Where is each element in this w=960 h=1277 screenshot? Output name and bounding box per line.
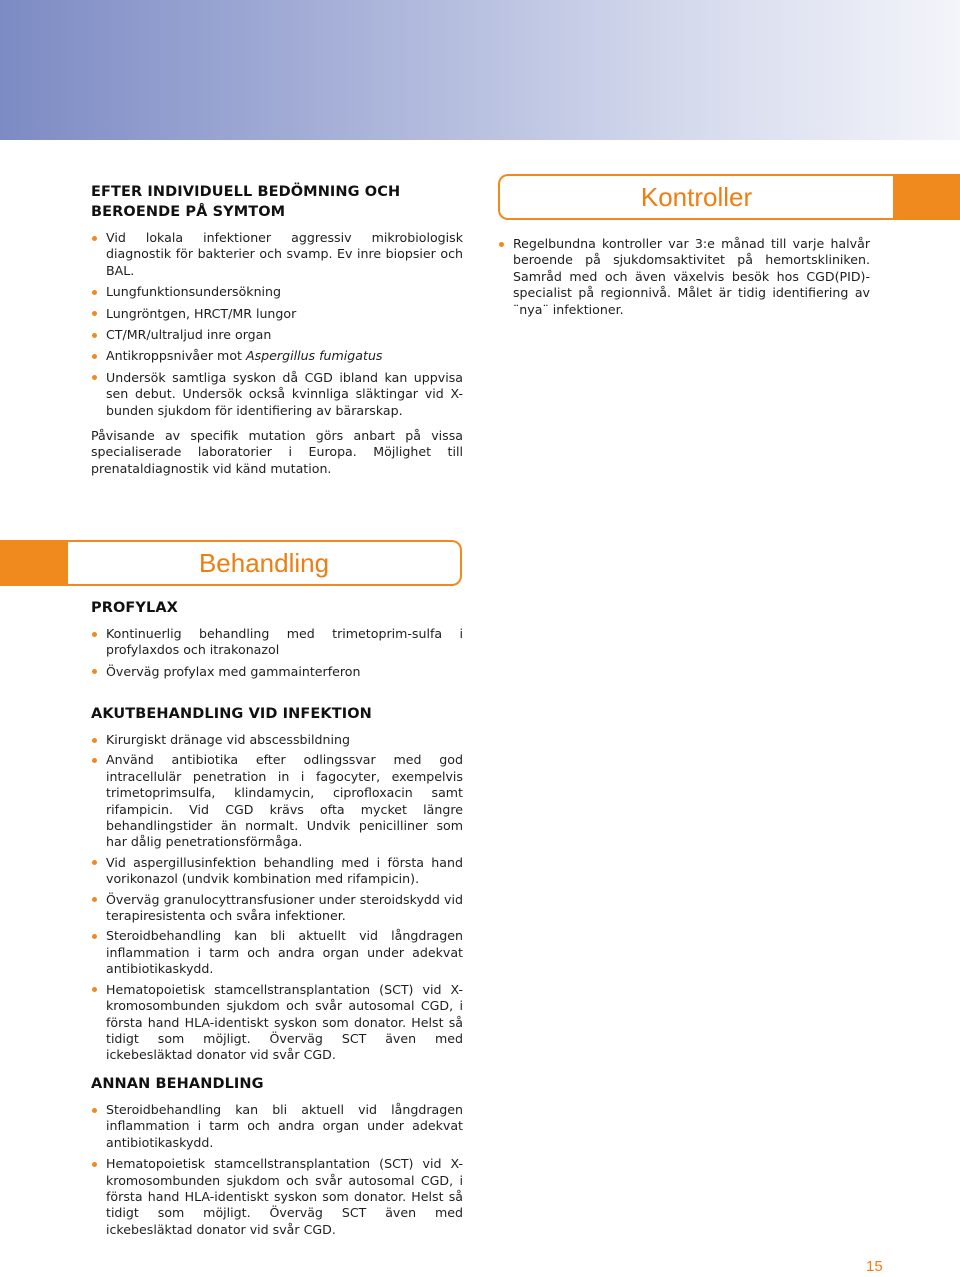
- kontroller-list: [498, 236, 870, 318]
- list-item: Steroidbehandling kan bli aktuellt vid långdragen inflammation i tarm och andra organ under adekvat antibiotikaskydd.: [91, 928, 463, 977]
- section-heading: PROFYLAX: [91, 600, 178, 616]
- header-banner: [0, 0, 960, 140]
- behandling-title: Behandling: [198, 548, 330, 578]
- list-item: Kontinuerlig behandling med trimetoprim-sulfa i profylaxdos och itrakonazol: [91, 626, 463, 659]
- accent-block: [0, 540, 68, 586]
- behandling-header: [68, 540, 462, 586]
- kontroller-header: [498, 174, 893, 220]
- list-item: Steroidbehandling kan bli aktuell vid långdragen inflammation i tarm och andra organ under adekvat antibiotikaskydd.: [91, 1102, 463, 1151]
- section-profylax: [91, 598, 463, 680]
- heading-line: EFTER INDIVIDUELL BEDÖMNING OCH: [91, 184, 401, 200]
- list-item: Överväg profylax med gammainterferon: [91, 664, 463, 680]
- heading-line: BEROENDE PÅ SYMTOM: [91, 204, 286, 220]
- list-item: Lungfunktionsundersökning: [91, 284, 463, 300]
- list-item: Regelbundna kontroller var 3:e månad till varje halvår beroende på sjukdomsaktivitet på hemortskliniken. Samråd med och även växelvis besök hos CGD(PID)-specialist på regionnivå. Målet är tidig identifiering av ¨nya¨ infektioner.: [498, 236, 870, 318]
- list-item: CT/MR/ultraljud inre organ: [91, 327, 463, 343]
- list-item: Överväg granulocyttransfusioner under steroidskydd vid terapiresistenta och svåra infektioner.: [91, 892, 463, 925]
- mutation-paragraph: Påvisande av specifik mutation görs anbart på vissa specialiserade laboratorier i Europa. Möjlighet till prenataldiagnostik vid känd mutation.: [91, 428, 463, 476]
- annan-list: [91, 1102, 463, 1238]
- list-item: Vid aspergillusinfektion behandling med i första hand vorikonazol (undvik kombination med rifampicin).: [91, 855, 463, 888]
- section-heading: ANNAN BEHANDLING: [91, 1076, 264, 1092]
- akut-list: [91, 732, 463, 1064]
- list-item-text: Antikroppsnivåer mot: [106, 348, 246, 364]
- list-item: Använd antibiotika efter odlingssvar med god intracellulär penetration in i fagocyter, exempelvis trimetoprimsulfa, klindamycin, ciprofloxacin samt rifampicin. Vid CGD krävs ofta mycket längre behandlingstider än normalt. Undvik penicilliner som har dålig penetrationsförmåga.: [91, 752, 463, 850]
- mutation-paragraph-wrap: [91, 428, 463, 477]
- accent-block: [893, 174, 960, 220]
- list-item: Kirurgiskt dränage vid abscessbildning: [91, 732, 463, 748]
- kontroller-section: [498, 236, 870, 318]
- page-number: 15: [866, 1258, 883, 1275]
- section-heading: AKUTBEHANDLING VID INFEKTION: [91, 706, 372, 722]
- list-item: Undersök samtliga syskon då CGD ibland kan uppvisa sen debut. Undersök också kvinnliga släktingar vid X-bunden sjukdom för identifiering av bärarskap.: [91, 370, 463, 419]
- list-item: Lungröntgen, HRCT/MR lungor: [91, 306, 463, 322]
- section-akutbehandling: [91, 704, 463, 1064]
- list-item: Hematopoietisk stamcellstransplantation (SCT) vid X-kromosombunden sjukdom och svår autosomal CGD, i första hand HLA-identiskt syskon som donator. Helst så tidigt som möjligt. Överväg SCT även med ickebesläktad donator vid svår CGD.: [91, 982, 463, 1064]
- kontroller-title: Kontroller: [640, 182, 753, 212]
- organism-name: Aspergillus fumigatus: [245, 348, 383, 364]
- section-annan-behandling: [91, 1074, 463, 1238]
- symtom-list: [91, 230, 463, 419]
- section-heading: [91, 182, 463, 222]
- profylax-list: [91, 626, 463, 680]
- list-item: [91, 348, 463, 364]
- list-item: Vid lokala infektioner aggressiv mikrobiologisk diagnostik för bakterier och svamp. Ev inre biopsier och BAL.: [91, 230, 463, 279]
- section-symtom: [91, 182, 463, 419]
- list-item: Hematopoietisk stamcellstransplantation (SCT) vid X-kromosombunden sjukdom och svår autosomal CGD, i första hand HLA-identiskt syskon som donator. Helst så tidigt som möjligt. Överväg SCT även med ickebesläktad donator vid svår CGD.: [91, 1156, 463, 1238]
